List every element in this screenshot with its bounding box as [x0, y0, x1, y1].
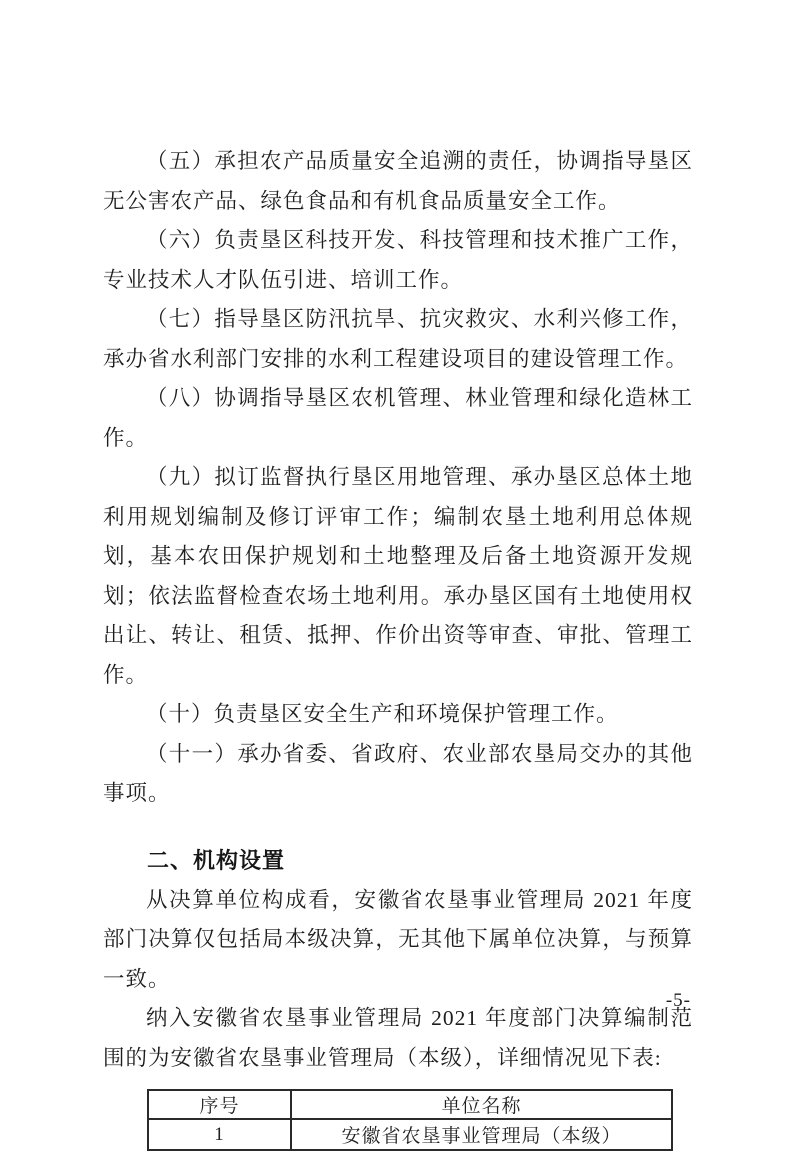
duty-paragraph-7: （七）指导垦区防汛抗旱、抗灾救灾、水利兴修工作，承办省水利部门安排的水利工程建设项目的建设管理工作。: [103, 307, 693, 371]
units-table: [147, 1089, 673, 1151]
table-cell-unit-name: 安徽省农垦事业管理局（本级）: [291, 1119, 672, 1150]
duty-paragraph-9: （九）拟订监督执行垦区用地管理、承办垦区总体土地利用规划编制及修订评审工作；编制农垦土地利用总体规划，基本农田保护规划和土地整理及后备土地资源开发规划；依法监督检查农场土地利用。承办垦区国有土地使用权出让、转让、租赁、抵押、作价出资等审查、审批、管理工作。: [103, 465, 693, 687]
table-row: [148, 1119, 672, 1150]
duty-paragraph-11: （十一）承办省委、省政府、农业部农垦局交办的其他事项。: [103, 741, 693, 805]
table-cell-index: 1: [148, 1119, 291, 1150]
table-header-unit-name: 单位名称: [291, 1090, 672, 1119]
table-header-index: 序号: [148, 1090, 291, 1119]
duty-paragraph-10: （十）负责垦区安全生产和环境保护管理工作。: [146, 702, 619, 726]
section-paragraph-scope: 纳入安徽省农垦事业管理局 2021 年度部门决算编制范围的为安徽省农垦事业管理局（本级），详细情况见下表:: [103, 1006, 693, 1070]
duty-paragraph-6: （六）负责垦区科技开发、科技管理和技术推广工作，专业技术人才队伍引进、培训工作。: [103, 228, 693, 292]
duty-paragraph-5: （五）承担农产品质量安全追溯的责任，协调指导垦区无公害农产品、绿色食品和有机食品质量安全工作。: [103, 149, 693, 213]
section-paragraph-unit-composition: 从决算单位构成看，安徽省农垦事业管理局 2021 年度部门决算仅包括局本级决算，无其他下属单位决算，与预算一致。: [103, 887, 693, 991]
section-heading-organization-setup: 二、机构设置: [147, 847, 286, 873]
page-number: -5-: [665, 990, 691, 1011]
duty-paragraph-8: （八）协调指导垦区农机管理、林业管理和绿化造林工作。: [103, 386, 693, 450]
units-table-header-row: [148, 1090, 672, 1119]
document-body: [103, 142, 693, 1151]
